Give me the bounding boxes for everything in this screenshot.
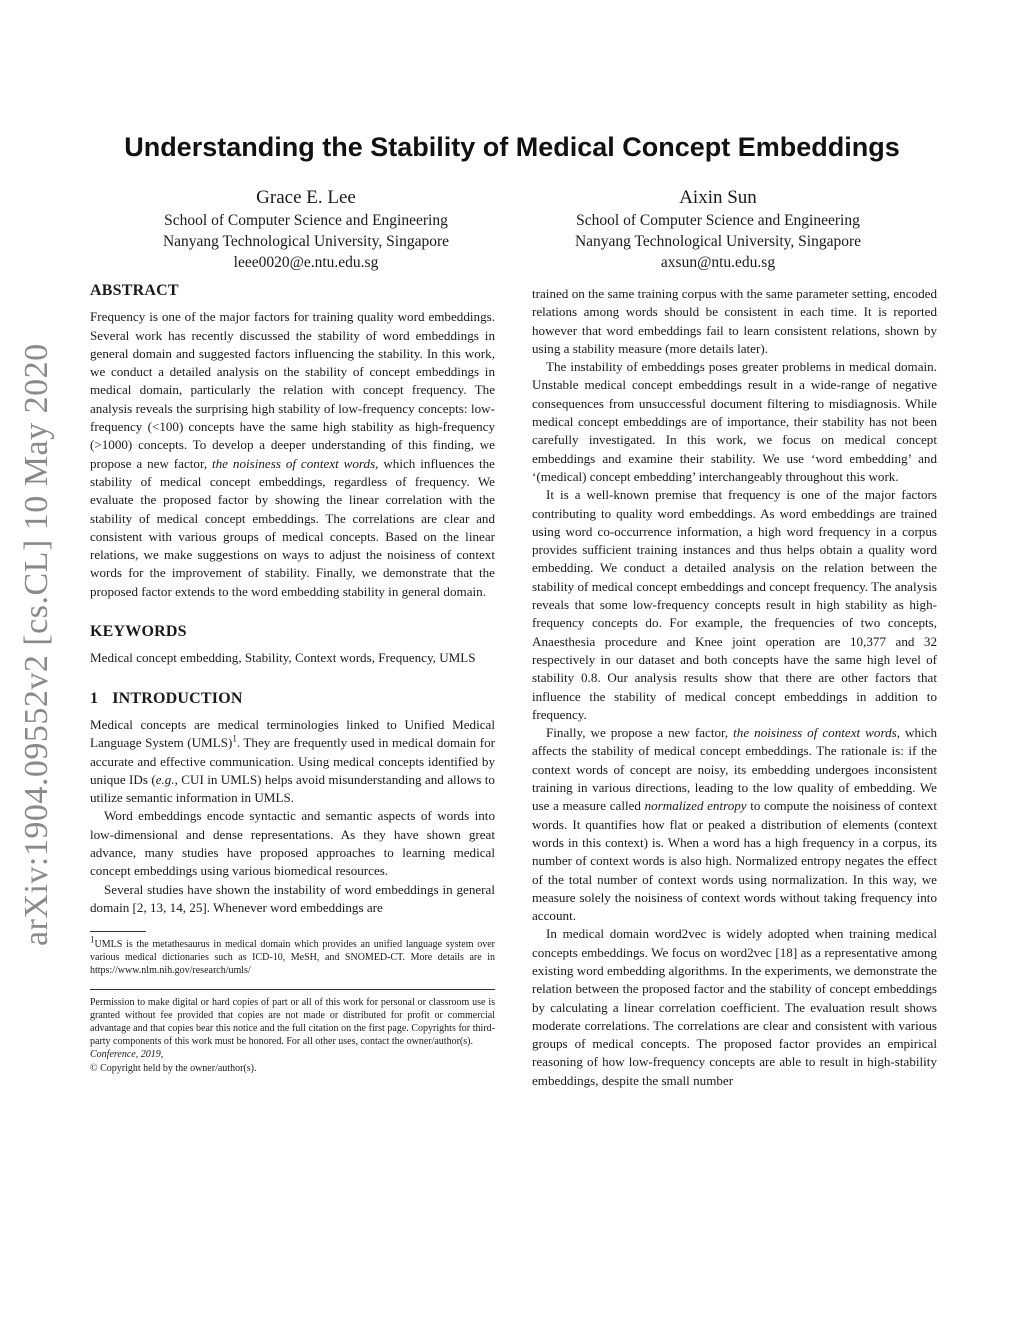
- body-paragraph: trained on the same training corpus with the same parameter setting, encoded relations among words should be consistent in each time. It is reported however that word embeddings fail to learn consistent relations, shown by using a stability measure (more details later).: [532, 286, 937, 356]
- author-block-2: [508, 186, 928, 273]
- author-university: Nanyang Technological University, Singapore: [162, 233, 450, 250]
- right-column: [532, 285, 937, 1090]
- conference-line: Conference, 2019,: [90, 1049, 164, 1061]
- left-column: [90, 282, 495, 1075]
- intro-paragraph: Several studies have shown the instability of word embeddings in general domain [2, 13, 14, 25]. Whenever word embeddings are: [90, 881, 495, 915]
- abstract-text: Frequency is one of the major factors for training quality word embeddings. Several work has recently discussed the stability of word embeddings in general domain and suggested factors influencing the stability. In this work, we conduct a detailed analysis on the stability of concept embeddings in medical domain, particularly the relation with concept frequency. The analysis reveals the surprising high stability of low-frequency concepts: low-frequency (<100) concepts have the same high stability as high-frequency (>1000) concepts. To develop a deeper understanding of this finding, we propose a new factor, the noisiness of context words, which influences the stability of medical concept embeddings, regardless of frequency. We evaluate the proposed factor by showing the linear correlation with the stability of medical concept embeddings. The correlations are clear and consistent with various groups of medical concepts. Based on the linear relations, we make suggestions on ways to adjust the noisiness of context words for the improvement of stability. Finally, we demonstrate that the proposed factor extends to the word embedding stability in general domain.: [90, 309, 495, 599]
- body-paragraph: The instability of embeddings poses greater problems in medical domain. Unstable medical concept embeddings result in a wide-range of negative consequences from unsuccessful document filtering to misdiagnosis. While medical concept embeddings are of importance, their stability has not been carefully investigated. In this work, we focus on medical concept embeddings and examine their stability. We use ‘word embedding’ and ‘(medical) concept embedding’ interchangeably throughout this work.: [532, 359, 937, 484]
- author-department: School of Computer Science and Engineering: [576, 212, 860, 229]
- author-email[interactable]: leee0020@e.ntu.edu.sg: [233, 254, 379, 271]
- author-name: Grace E. Lee: [256, 187, 356, 208]
- intro-paragraph: Word embeddings encode syntactic and semantic aspects of words into low-dimensional and dense representations. As they have shown great advance, many studies have proposed approaches to learning medical concept embeddings using various biomedical resources.: [90, 808, 495, 879]
- author-block-1: [96, 186, 516, 273]
- author-university: Nanyang Technological University, Singapore: [574, 233, 862, 250]
- copyright-line: © Copyright held by the owner/author(s).: [90, 1063, 257, 1075]
- arxiv-identifier: arXiv:1904.09552v2 [cs.CL] 10 May 2020: [18, 343, 55, 946]
- section-heading-introduction: 1 INTRODUCTION: [90, 689, 243, 707]
- keywords-heading: KEYWORDS: [90, 623, 187, 641]
- author-department: School of Computer Science and Engineering: [164, 212, 448, 229]
- permission-divider: [90, 989, 495, 990]
- author-name: Aixin Sun: [679, 187, 757, 208]
- footnote-divider: [90, 931, 146, 932]
- abstract-heading: ABSTRACT: [90, 282, 179, 299]
- author-email[interactable]: axsun@ntu.edu.sg: [660, 254, 776, 271]
- body-paragraph: It is a well-known premise that frequency is one of the major factors contributing to quality word embeddings. As word embeddings are trained using word co-occurrence information, a high word frequency in a corpus provides sufficient training instances and thus helps obtain a quality word embedding. We conduct a detailed analysis on the relation between the stability of medical concept embeddings and concept frequency. The analysis reveals that some low-frequency concepts result in high stability as high-frequency concepts do. For example, the frequencies of two concepts, Anaesthesia procedure and Knee joint operation are 10,377 and 32 respectively in our dataset and both concepts have the same high level of stability 0.8. Our analysis results show that there are other factors that influence the stability of medical concept embeddings in addition to frequency.: [532, 487, 937, 722]
- permission-notice: Permission to make digital or hard copies of part or all of this work for personal or classroom use is granted without fee provided that copies are not made or distributed for profit or commercial advantage and that copies bear this notice and the full citation on the first page. Copyrights for third-party components of this work must be honored. For all other uses, contact the owner/author(s).: [90, 997, 495, 1048]
- paper-title: Understanding the Stability of Medical Concept Embeddings: [124, 132, 900, 162]
- body-paragraph: In medical domain word2vec is widely adopted when training medical concepts embeddings. We focus on word2vec [18] as a representative among existing word embedding algorithms. In the experiments, we demonstrate the relation between the proposed factor and the stability of concept embeddings by calculating a linear correlation coefficient. The evaluation result shows moderate correlations. The correlations are clear and consistent with various groups of medical concepts. The proposed factor provides an empirical reasoning of how low-frequency concepts are able to result in high-stability embeddings, despite the small number: [532, 926, 937, 1088]
- body-paragraph: Finally, we propose a new factor, the noisiness of context words, which affects the stability of medical concept embeddings. The rationale is: if the context words of concept are noisy, its embedding undergoes inconsistent training in various directions, leading to the low quality of embedding. We use a measure called normalized entropy to compute the noisiness of context words. It quantifies how flat or peaked a distribution of elements (context words in this context) is. When a word has a high frequency in a corpus, its number of context words is also high. Normalized entropy negates the effect of the total number of context words using normalization. In this way, we measure solely the noisiness of context words without taking frequency into account.: [532, 725, 937, 924]
- footnote: $^1$UMLS is the metathesaurus in medical domain which provides an unified language system over various medical dictionaries such as ICD-10, MeSH, and SNOMED-CT. More details are in https://www.nlm.nih.gov/research/umls/: [90, 934, 495, 977]
- keywords-text: Medical concept embedding, Stability, Context words, Frequency, UMLS: [90, 650, 476, 666]
- intro-paragraph: Medical concepts are medical terminologies linked to Unified Medical Language System (UMLS)$^1$. They are frequently used in medical domain for accurate and effective communication. Using medical concepts identified by unique IDs (e.g., CUI in UMLS) helps avoid misunderstanding and allows to utilize semantic information in UMLS.: [90, 716, 495, 806]
